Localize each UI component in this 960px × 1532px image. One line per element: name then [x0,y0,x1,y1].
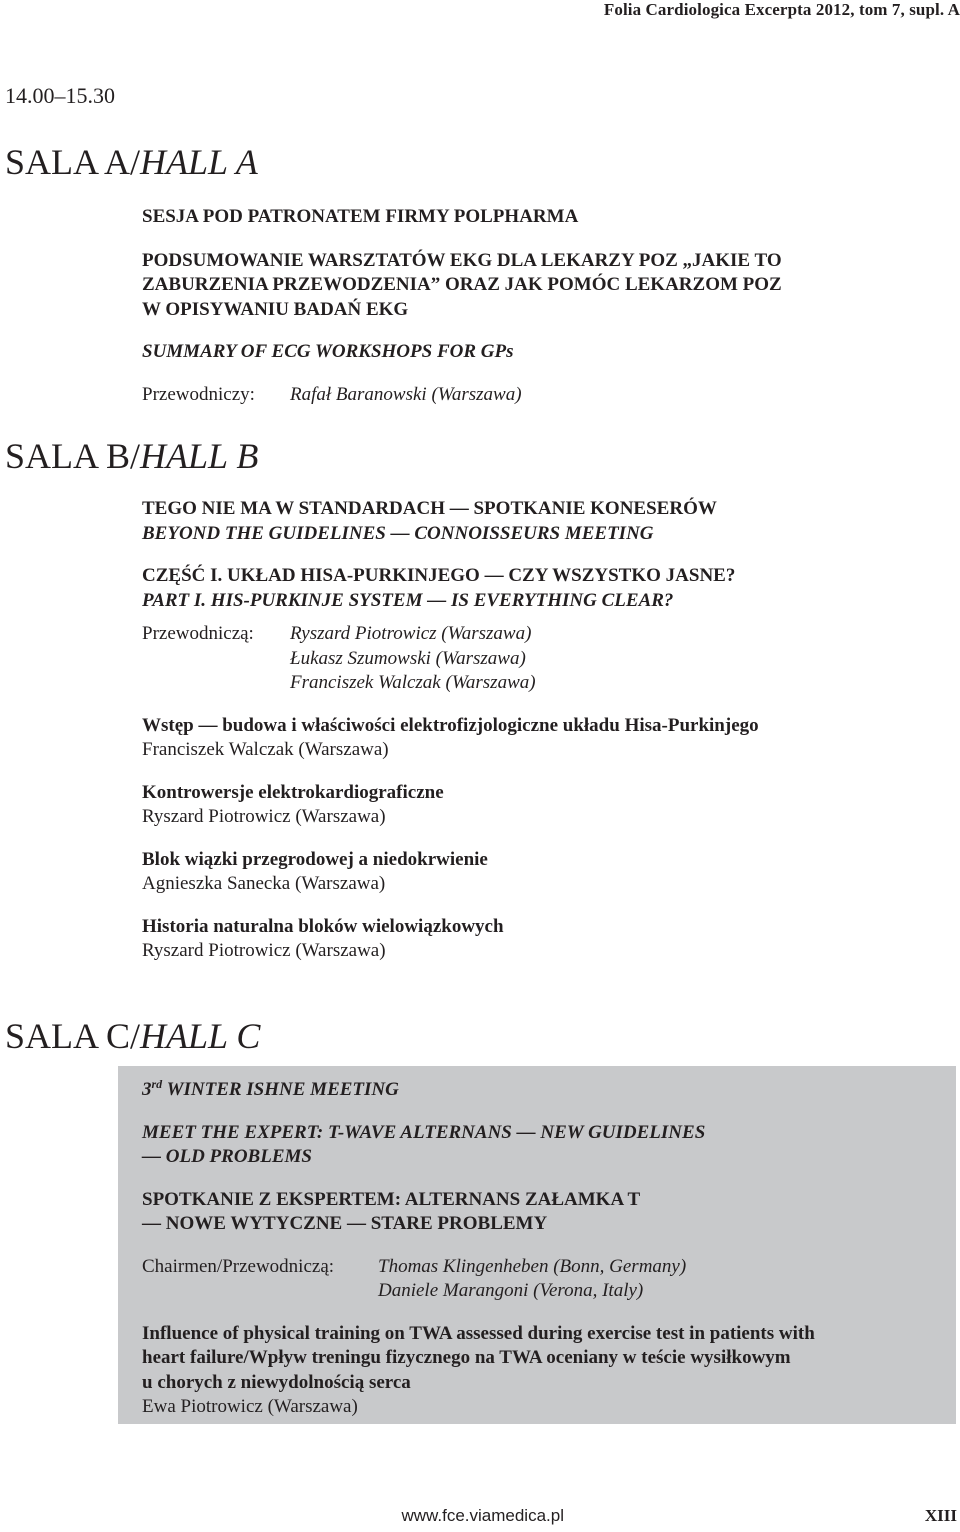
talk-title: Kontrowersje elektrokardiograficzne [142,781,444,803]
chair-row [142,383,952,408]
session-title-en: MEET THE EXPERT: T-WAVE ALTERNANS — NEW GUIDELINES [142,1121,706,1143]
session-title-pl: TEGO NIE MA W STANDARDACH — SPOTKANIE KONESERÓW [142,498,717,519]
meeting-name: 3rd WINTER ISHNE MEETING [142,1077,399,1100]
session-title-line: PODSUMOWANIE WARSZTATÓW EKG DLA LEKARZY POZ „JAKIE TO [142,249,782,271]
chair-name: Rafał Baranowski (Warszawa) [290,383,522,405]
talk-title: Wstęp — budowa i właściwości elektrofizjologiczne układu Hisa-Purkinjego [142,714,759,736]
chair-name: Thomas Klingenheben (Bonn, Germany) [378,1255,687,1277]
time-slot: 14.00–15.30 [5,83,115,108]
talk-author: Ryszard Piotrowicz (Warszawa) [142,940,386,961]
session-title-en: BEYOND THE GUIDELINES — CONNOISSEURS MEETING [142,522,654,544]
chair-label: Przewodniczy: [142,383,255,405]
chair-names [290,383,522,408]
talk-item [142,1322,952,1420]
page-number: XIII [924,1506,957,1525]
sponsor-line: SESJA POD PATRONATEM FIRMY POLPHARMA [142,206,579,227]
chair-names [290,622,536,696]
session-title-pl: SPOTKANIE Z EKSPERTEM: ALTERNANS ZAŁAMKA T [142,1188,641,1210]
part-title-en: PART I. HIS-PURKINJE SYSTEM — IS EVERYTHING CLEAR? [142,589,674,611]
talk-item [142,714,952,763]
session-title-en: SUMMARY OF ECG WORKSHOPS FOR GPs [142,341,514,362]
chair-names [378,1255,686,1304]
talk-title: u chorych z niewydolnością serca [142,1371,411,1393]
chair-name: Daniele Marangoni (Verona, Italy) [378,1280,644,1301]
hall-a-session [142,205,952,407]
talk-title: Historia naturalna bloków wielowiązkowych [142,915,504,937]
talk-item [142,915,952,964]
hall-a-heading: SALA A/HALL A [5,142,258,182]
talk-title: Blok wiązki przegrodowej a niedokrwienie [142,848,488,870]
hall-c-session [142,1078,952,1420]
part-title-pl: CZĘŚĆ I. UKŁAD HISA-PURKINJEGO — CZY WSZYSTKO JASNE? [142,565,736,586]
session-title-en: — OLD PROBLEMS [142,1146,312,1167]
session-title-line: W OPISYWANIU BADAŃ EKG [142,298,409,320]
session-title-pl: — NOWE WYTYCZNE — STARE PROBLEMY [142,1213,548,1234]
talk-title: Influence of physical training on TWA assessed during exercise test in patients with [142,1322,815,1344]
talk-author: Franciszek Walczak (Warszawa) [142,739,389,760]
talk-author: Ewa Piotrowicz (Warszawa) [142,1396,358,1417]
chair-label: Przewodniczą: [142,623,254,644]
talk-item [142,848,952,897]
talk-author: Agnieszka Sanecka (Warszawa) [142,873,386,894]
chair-row [142,1255,952,1304]
chair-name: Ryszard Piotrowicz (Warszawa) [290,623,532,644]
hall-b-session [142,497,952,964]
chair-name: Łukasz Szumowski (Warszawa) [290,647,526,669]
hall-b-heading: SALA B/HALL B [5,436,259,476]
footer-url: www.fce.viamedica.pl [401,1506,564,1525]
chair-label: Chairmen/Przewodniczą: [142,1255,335,1277]
talk-author: Ryszard Piotrowicz (Warszawa) [142,806,386,827]
hall-c-heading: SALA C/HALL C [5,1016,261,1056]
session-title-line: ZABURZENIA PRZEWODZENIA” ORAZ JAK POMÓC LEKARZOM POZ [142,274,782,295]
chair-row [142,622,952,696]
talk-item [142,781,952,830]
running-head: Folia Cardiologica Excerpta 2012, tom 7, supl. A [603,0,960,19]
talk-title: heart failure/Wpływ treningu fizycznego na TWA oceniany w teście wysiłkowym [142,1347,791,1368]
chair-name: Franciszek Walczak (Warszawa) [290,672,536,693]
